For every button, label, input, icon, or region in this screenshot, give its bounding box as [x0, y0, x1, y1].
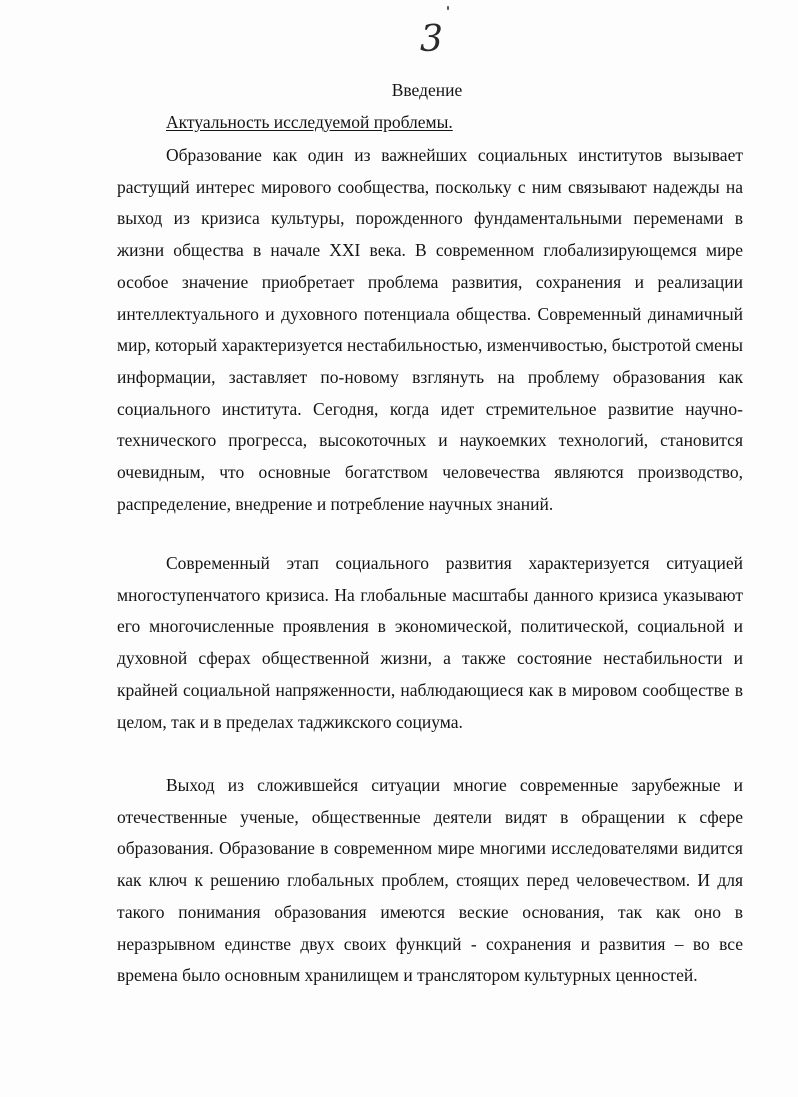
paragraph-1: Образование как один из важнейших социальных институтов вызывает растущий интерес мирового сообщества, поскольку с ним связывают надежды на выход из кризиса культуры, порожденного фундаментальными переменами в жизни общества в начале XXI века. В современном глобализирующемся мире особое значение приобретает проблема развития, сохранения и реализации интеллектуального и духовного потенциала общества. Современный динамичный мир, который характеризуется нестабильностью, изменчивостью, быстротой смены информации, заставляет по-новому взглянуть на проблему образования как социального института. Сегодня, когда идет стремительное развитие научно-технического прогресса, высокоточных и наукоемких технологий, становится очевидным, что основные богатством человечества являются производство, распределение, внедрение и потребление научных знаний.: [117, 145, 743, 514]
paragraph-3: Выход из сложившейся ситуации многие современные зарубежные и отечественные ученые, общественные деятели видят в обращении к сфере образования. Образование в современном мире многими исследователями видится как ключ к решению глобальных проблем, стоящих перед человечеством. И для такого понимания образования имеются веские основания, так как оно в неразрывном единстве двух своих функций - сохранения и развития – во все времена было основным хранилищем и транслятором культурных ценностей.: [117, 775, 743, 986]
scan-speck: [447, 6, 449, 10]
subsection-heading: Актуальность исследуемой проблемы.: [166, 112, 453, 132]
paragraph-2: Современный этап социального развития характеризуется ситуацией многоступенчатого кризиса. На глобальные масштабы данного кризиса указывают его многочисленные проявления в экономической, политической, социальной и духовной сферах общественной жизни, а также состояние нестабильности и крайней социальной напряженности, наблюдающиеся как в мировом сообществе в целом, так и в пределах таджикского социума.: [117, 553, 743, 732]
page-number: 3: [420, 19, 443, 60]
section-heading: Введение: [391, 80, 463, 100]
